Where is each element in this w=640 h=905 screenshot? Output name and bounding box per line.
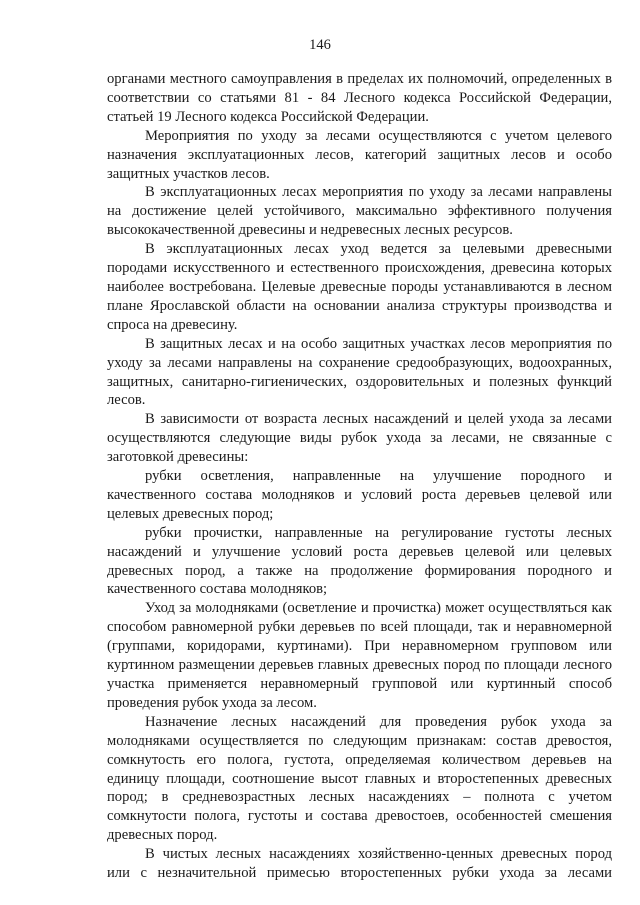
list-item: рубки прочистки, направленные на регулирование густоты лесных насаждений и улучшение условий роста деревьев целевой или целевых древесных пород, а также на продолжение формирования породного и качественного состава молодняков; [107, 524, 612, 598]
paragraph: Уход за молодняками (осветление и прочистка) может осуществляться как способом равномерной рубки деревьев по всей площади, так и неравномерной (группами, коридорами, куртинами). При неравномерном групповом или куртинном размещении деревьев главных древесных пород по площади лесного участка применяется неравномерный групповой или куртинный способ проведения рубок ухода за лесом. [107, 600, 612, 711]
paragraph: В зависимости от возраста лесных насаждений и целей ухода за лесами осуществляются следующие виды рубок ухода за лесами, не связанные с заготовкой древесины: [107, 411, 612, 466]
paragraph: В чистых лесных насаждениях хозяйственно-ценных древесных пород или с незначительной примесью второстепенных рубки ухода за лесами [107, 846, 612, 882]
paragraph: Мероприятия по уходу за лесами осуществляются с учетом целевого назначения эксплуатационных лесов, категорий защитных лесов и особо защитных участков лесов. [107, 127, 612, 182]
document-body [107, 70, 612, 883]
paragraph: органами местного самоуправления в пределах их полномочий, определенных в соответствии со статьями 81 - 84 Лесного кодекса Российской Федерации, статьей 19 Лесного кодекса Российской Федерации. [107, 71, 612, 125]
paragraph: В эксплуатационных лесах мероприятия по уходу за лесами направлены на достижение целей устойчивого, максимально эффективного получения высококачественной древесины и недревесных лесных ресурсов. [107, 184, 612, 239]
list-item: рубки осветления, направленные на улучшение породного и качественного состава молодняков и условий роста деревьев целевой или целевых древесных пород; [107, 468, 612, 522]
paragraph: В эксплуатационных лесах уход ведется за целевыми древесными породами искусственного и естественного происхождения, древесина которых наиболее востребована. Целевые древесные породы устанавливаются в лесном плане Ярославской области на основании анализа структуры производства и спроса на древесину. [107, 241, 612, 333]
paragraph: Назначение лесных насаждений для проведения рубок ухода за молодняками осуществляется по следующим признакам: состав древостоя, сомкнутость его полога, густота, определяемая количеством деревьев на единицу площади, соотношение высот главных и второстепенных древесных пород; в средневозрастных лесных насаждениях – полнота с учетом сомкнутости полога, густоты и состава древостоев, особенностей смешения древесных пород. [107, 713, 612, 844]
paragraph: В защитных лесах и на особо защитных участках лесов мероприятия по уходу за лесами направлены на сохранение средообразующих, водоохранных, защитных, санитарно-гигиенических, оздоровительных и полезных функций лесов. [107, 335, 612, 409]
page-number: 146 [309, 37, 331, 53]
